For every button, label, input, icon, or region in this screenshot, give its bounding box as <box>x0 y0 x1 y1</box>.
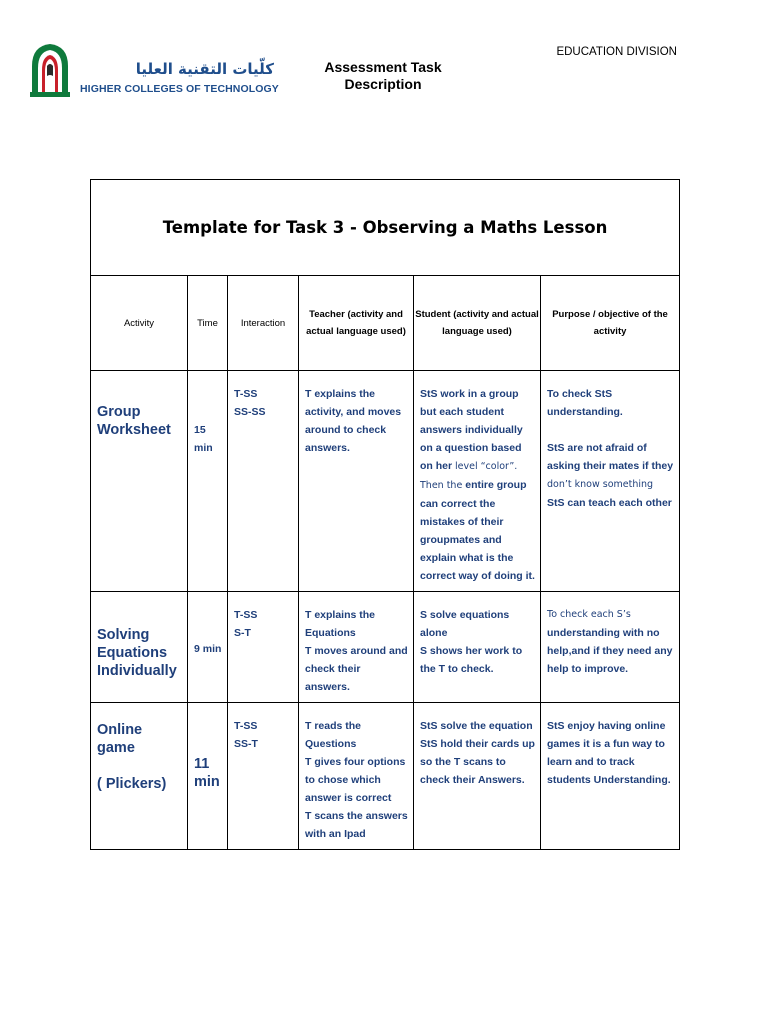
header-time: Time <box>188 276 228 371</box>
student-cell <box>414 703 541 850</box>
activity-cell: Group Worksheet <box>91 371 188 592</box>
observation-table <box>90 179 680 850</box>
student-cell <box>414 371 541 592</box>
activity-cell: Solving Equations Individually <box>91 592 188 703</box>
interaction-line: SS-T <box>234 738 258 750</box>
header-student: Student (activity and actual language used) <box>414 276 541 371</box>
division-label: EDUCATION DIVISION <box>556 46 677 58</box>
interaction-line: T-SS <box>234 720 258 732</box>
purpose-cell: StS enjoy having online games it is a fun way to learn and to track students Understanding. <box>541 703 680 850</box>
teacher-text: T reads the Questions <box>305 720 362 750</box>
table-row <box>91 371 680 592</box>
document-title-line1: Assessment Task <box>324 59 442 75</box>
interaction-cell <box>228 371 299 592</box>
header-teacher: Teacher (activity and actual language used) <box>299 276 414 371</box>
teacher-text: T gives four options to chose which answer is correct <box>305 756 406 804</box>
interaction-line: T-SS <box>234 388 258 400</box>
interaction-line: S-T <box>234 627 251 639</box>
document-title-line2: Description <box>344 76 422 92</box>
document-title <box>298 59 468 93</box>
teacher-cell <box>299 703 414 850</box>
hct-logo <box>26 42 279 98</box>
student-text: entire group can correct the mistakes of their groupmates and explain what is the correct way of doing it. <box>420 479 535 582</box>
purpose-text: To check StS understanding. <box>547 388 623 418</box>
teacher-cell <box>299 592 414 703</box>
student-text: StS solve the equation <box>420 720 533 732</box>
student-text: level “color”. Then the <box>420 461 518 491</box>
time-cell: 9 min <box>188 592 228 703</box>
activity-text: Online game <box>97 722 143 756</box>
interaction-cell <box>228 592 299 703</box>
header-purpose: Purpose / objective of the activity <box>541 276 680 371</box>
interaction-line: T-SS <box>234 609 258 621</box>
activity-cell <box>91 703 188 850</box>
interaction-cell <box>228 703 299 850</box>
student-text: S shows her work to the T to check. <box>420 645 523 675</box>
purpose-text: StS can teach each other <box>547 497 672 509</box>
activity-text: ( Plickers) <box>97 776 167 792</box>
teacher-text: T scans the answers with an Ipad <box>305 810 408 840</box>
table-row <box>91 592 680 703</box>
header-interaction: Interaction <box>228 276 299 371</box>
purpose-text: don’t know something <box>547 479 654 490</box>
teacher-text: T moves around and check their answers. <box>305 645 408 693</box>
time-cell: 15 min <box>188 371 228 592</box>
hct-emblem-icon <box>26 42 74 98</box>
student-text: StS hold their cards up so the T scans to check their Answers. <box>420 738 535 786</box>
student-text: StS work in a group but each student answers individually on a question based on her <box>420 388 523 472</box>
purpose-text: StS are not afraid of asking their mates if they <box>547 442 674 472</box>
table-title: Template for Task 3 - Observing a Maths Lesson <box>91 180 680 276</box>
logo-arabic-text: كلّيات التقنية العليا <box>135 60 274 78</box>
purpose-cell <box>541 371 680 592</box>
student-cell <box>414 592 541 703</box>
teacher-cell: T explains the activity, and moves around to check answers. <box>299 371 414 592</box>
header-row <box>91 276 680 371</box>
purpose-text: To check each S’s <box>547 609 631 620</box>
time-cell: 11 min <box>188 703 228 850</box>
teacher-text: T explains the Equations <box>305 609 376 639</box>
table-row <box>91 703 680 850</box>
interaction-line: SS-SS <box>234 406 266 418</box>
purpose-cell <box>541 592 680 703</box>
student-text: S solve equations alone <box>420 609 510 639</box>
purpose-text: understanding with no help,and if they need any help to improve. <box>547 627 673 675</box>
header-activity: Activity <box>91 276 188 371</box>
logo-english-text: HIGHER COLLEGES OF TECHNOLOGY <box>80 83 279 95</box>
